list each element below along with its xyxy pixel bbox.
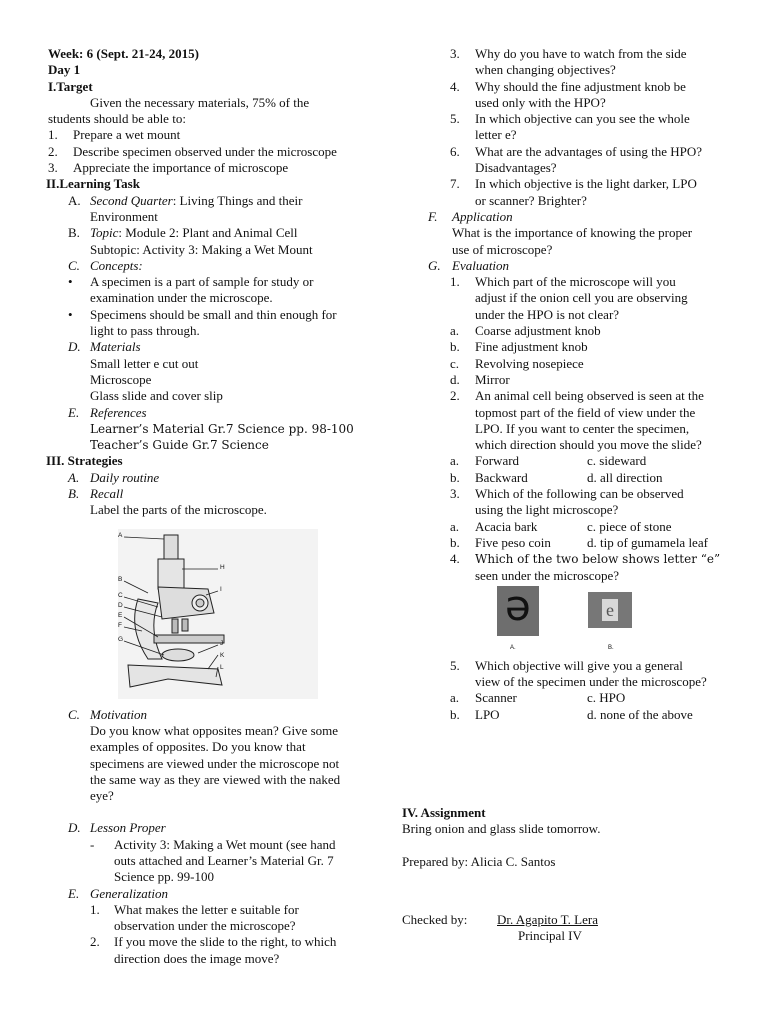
eval-option-pair: a. Scanner c. HPO [450,690,626,706]
microscope-label: E [118,611,123,619]
microscope-label: H [220,563,225,571]
eval-question: 1. Which part of the microscope will you [450,274,676,290]
question-cont: Disadvantages? [475,160,557,176]
assignment-heading: IV. Assignment [402,804,486,820]
reference-item: Learner’s Material Gr.7 Science pp. 98-100 [90,421,354,436]
eval-option-pair: a. Acacia bark c. piece of stone [450,518,672,534]
lesson-line: outs attached and Learner’s Material Gr. 7 [114,852,334,868]
str-b: B. Recall [68,486,124,502]
concept-item: • A specimen is a part of sample for study or [68,274,314,290]
lt-d: D. Materials [68,339,141,355]
checker-name: Dr. Agapito T. Lera [497,911,598,927]
eval-question-cont: seen under the microscope? [475,567,620,583]
eval-question-cont: topmost part of the field of view under the [475,404,696,420]
letter-e-image-a: e [497,586,539,636]
target-intro: Given the necessary materials, 75% of the [90,94,310,110]
microscope-label: G [118,635,124,643]
lt-c: C. Concepts: [68,257,143,273]
motivation-line: Do you know what opposites mean? Give some [90,722,339,738]
target-intro: students should be able to: [48,111,186,127]
lt-a: A. Second Quarter: Living Things and their [68,192,303,208]
eval-question-cont: under the HPO is not clear? [475,306,620,322]
lt-e: E. References [68,404,147,420]
gen-item-cont: observation under the microscope? [114,918,296,934]
eval-question: 4. Which of the two below shows letter “e” [450,551,721,567]
eval-question: 2. An animal cell being observed is seen at the [450,388,704,404]
microscope-label: J [220,639,224,647]
left-column [48,46,368,967]
eval-option-pair: b. LPO d. none of the above [450,706,693,722]
str-e: E. Generalization [68,885,168,901]
strategies-heading: III. Strategies [46,453,123,469]
evaluation-heading: G. Evaluation [428,257,510,273]
microscope-label: I [220,585,222,593]
microscope-label: K [220,651,225,659]
recall-text: Label the parts of the microscope. [90,502,267,518]
motivation-line: specimens are viewed under the microscope not [90,755,340,771]
question-cont: when changing objectives? [475,62,616,78]
application-text: What is the importance of knowing the proper [452,225,693,241]
assignment-text: Bring onion and glass slide tomorrow. [402,821,601,837]
day-line: Day 1 [48,62,81,78]
microscope-label: D [118,601,123,609]
eval-question-cont: using the light microscope? [475,502,619,518]
eval-option-pair: b. Backward d. all direction [450,469,663,485]
right-column [402,46,732,944]
lesson-line: Science pp. 99-100 [114,869,215,885]
question-item: 7. In which objective is the light darker, LPO [450,176,697,192]
eval-option: d. Mirror [450,371,510,387]
image-label-b: B. [608,644,614,651]
image-label-a: A. [510,644,516,651]
question-cont: letter e? [475,127,517,143]
eval-question-cont: view of the specimen under the microscope? [475,674,707,690]
lesson-line: - Activity 3: Making a Wet mount (see hand [90,836,336,852]
lt-a-cont: Environment [90,208,158,224]
application-text: use of microscope? [452,241,553,257]
eval-question-cont: LPO. If you want to center the specimen, [475,420,690,436]
question-item: 4. Why should the fine adjustment knob be [450,78,686,94]
target-heading: I.Target [48,78,93,94]
microscope-label: B [118,575,123,583]
question-cont: used only with the HPO? [475,94,606,110]
prepared-by: Prepared by: Alicia C. Santos [402,853,556,869]
target-item: 2. Describe specimen observed under the microscope [48,143,337,159]
question-cont: or scanner? Brighter? [475,192,587,208]
material-item: Microscope [90,371,152,387]
eval-question: 5. Which objective will give you a general [450,657,683,673]
motivation-line: examples of opposites. Do you know that [90,739,306,755]
str-d: D. Lesson Proper [68,820,166,836]
microscope-label: F [118,621,122,629]
gen-item: 1. What makes the letter e suitable for [90,901,299,917]
question-item: 3. Why do you have to watch from the side [450,46,687,61]
week-line: Week: 6 (Sept. 21-24, 2015) [48,46,199,61]
target-item: 3. Appreciate the importance of microscope [48,160,289,176]
gen-item-cont: direction does the image move? [114,950,280,966]
microscope-label: A [118,531,123,539]
lt-b: B. Topic: Module 2: Plant and Animal Cell [68,225,298,241]
microscope-label: L [220,663,224,671]
eval-option: b. Fine adjustment knob [450,339,588,355]
reference-item: Teacher’s Guide Gr.7 Science [90,438,269,453]
question-item: 6. What are the advantages of using the HPO? [450,143,703,159]
checked-by: Checked by: Dr. Agapito T. Lera [402,911,598,927]
question-item: 5. In which objective can you see the whole [450,111,690,127]
eval-option: a. Coarse adjustment knob [450,323,601,339]
material-item: Small letter e cut out [90,355,199,371]
str-a: A. Daily routine [68,469,160,485]
eval-option: c. Revolving nosepiece [450,355,584,371]
letter-e-image-b: e [588,592,632,628]
microscope-diagram [118,529,318,709]
motivation-line: eye? [90,788,114,804]
eval-option-pair: a. Forward c. sideward [450,453,647,469]
learning-task-heading: II.Learning Task [46,176,140,192]
eval-question-cont: adjust if the onion cell you are observing [475,290,688,306]
eval-option-pair: b. Five peso coin d. tip of gumamela leaf [450,534,708,550]
lt-b-cont: Subtopic: Activity 3: Making a Wet Mount [90,241,313,257]
checker-title: Principal IV [518,928,582,944]
letter-e-images [402,584,732,658]
material-item: Glass slide and cover slip [90,388,223,404]
eval-question-cont: which direction should you move the slide? [475,437,702,453]
concept-item-cont: examination under the microscope. [90,290,273,306]
concept-item: • Specimens should be small and thin enough for [68,306,337,322]
motivation-line: the same way as they are viewed with the naked [90,771,341,787]
str-c: C. Motivation [68,706,148,722]
microscope-label: C [118,591,123,599]
target-item: 1. Prepare a wet mount [48,127,181,143]
microscope-figure-area [48,519,368,707]
gen-item: 2. If you move the slide to the right, to which [90,934,337,950]
concept-item-cont: light to pass through. [90,323,200,339]
application-heading: F. Application [428,208,513,224]
eval-question: 3. Which of the following can be observed [450,486,684,502]
